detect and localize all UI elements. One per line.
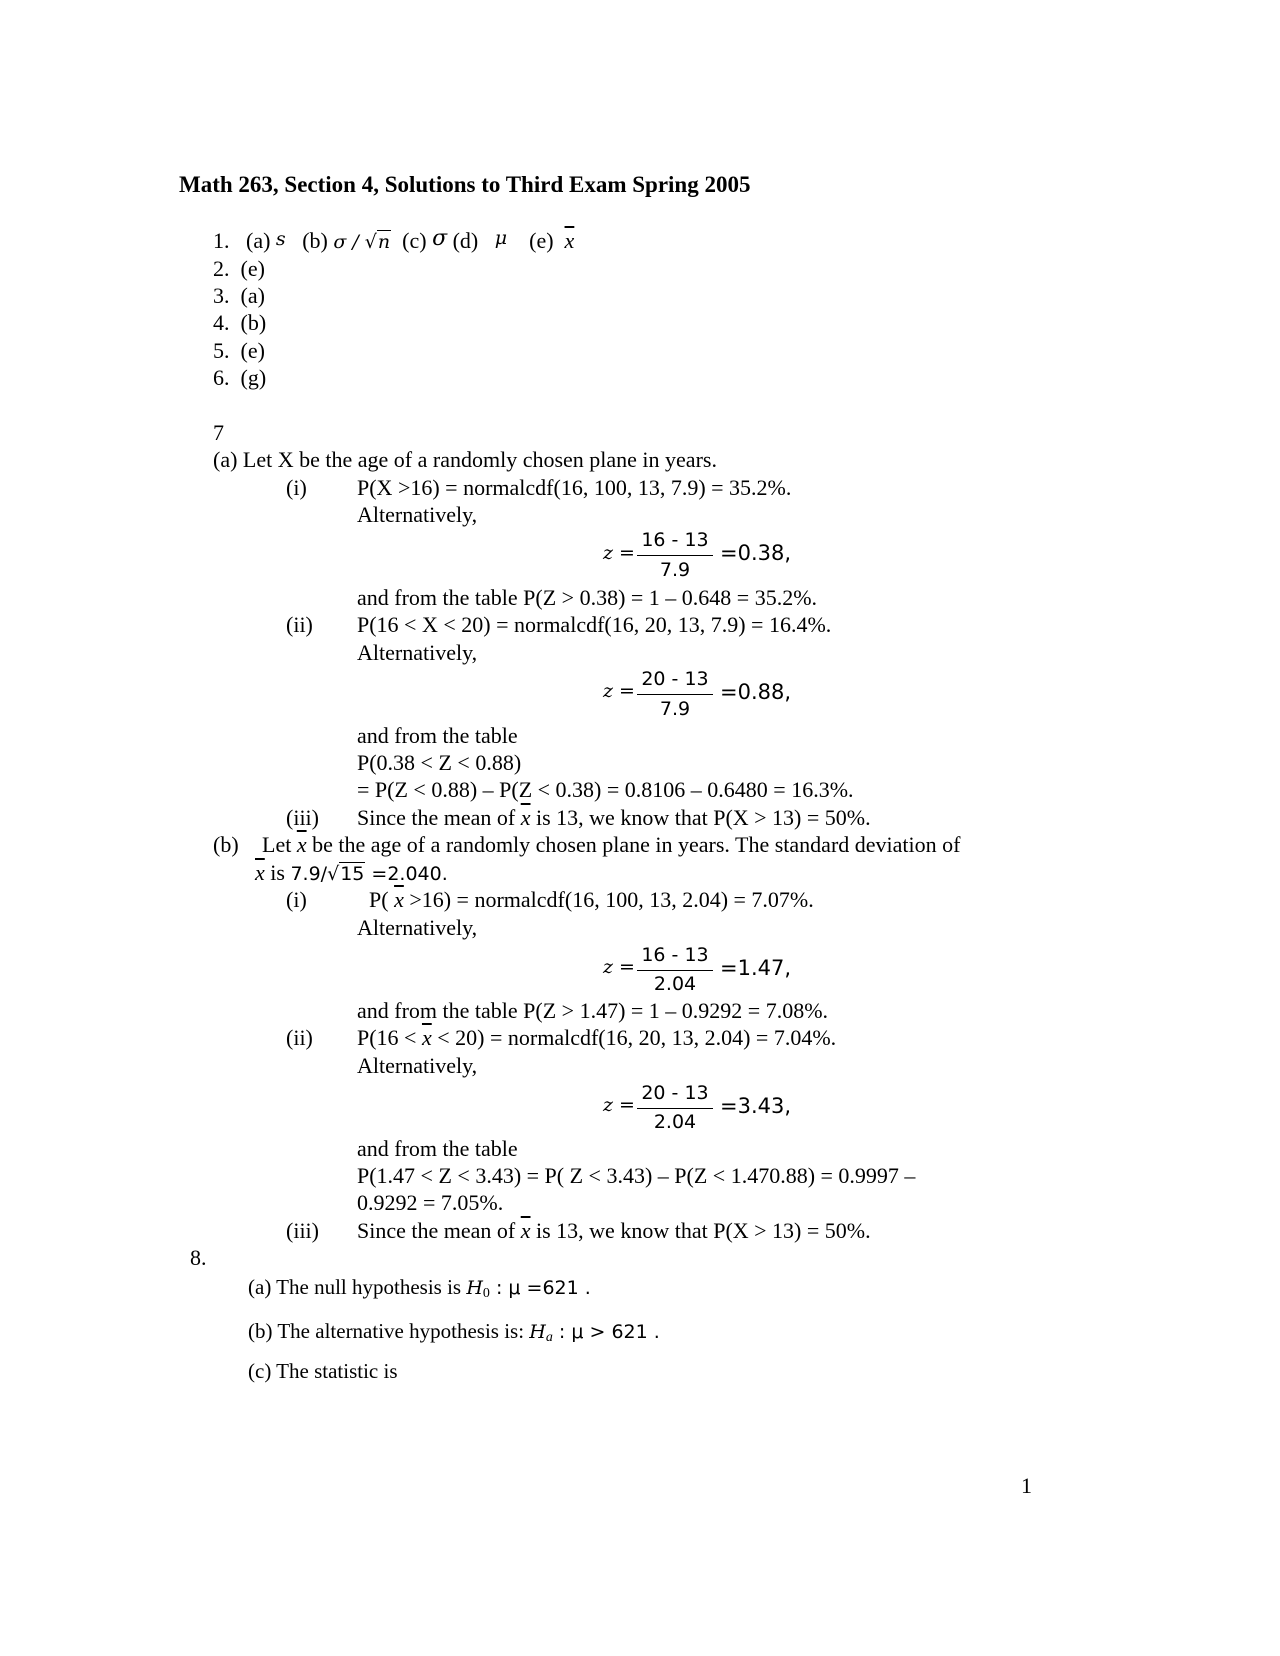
fraction-2: 20 - 13 7.9 <box>637 668 713 718</box>
q7b-intro: Let $\overline{x}$ be the age of a randomly chosen plane in years. The standard deviation of <box>262 832 961 857</box>
q7a-iii-label: (iii) <box>286 805 319 830</box>
q7b-ii-line1: $P(16 < \overline{x} < 20)$ = normalcdf(16, 20, 13, 2.04) = 7.04%. <box>357 1025 837 1050</box>
q7b-i-line2: and from the table P(Z > 1.47) = 1 – 0.9292 = 7.08%. <box>357 998 829 1023</box>
fraction-3-result: =1.47, <box>720 956 792 980</box>
q7b-ii-line2: and from the table <box>357 1136 518 1161</box>
q7b-ii-line4: 0.9292 = 7.05%. <box>357 1190 504 1215</box>
q7a-iii-line: Since the mean of $\overline{x}$ is 13, we know that P(X > 13) = 50%. <box>357 805 871 830</box>
q7b-iii-line: Since the mean of $\overline{x}$ is 13, we know that P(X > 13) = 50%. <box>357 1218 871 1243</box>
q7a-i-line2: and from the table P(Z > 0.38) = 1 – 0.648 = 35.2%. <box>357 585 818 610</box>
mu-symbol: μ <box>494 227 508 249</box>
s-symbol: s <box>275 228 286 250</box>
q7a-ii-line3: P(0.38 < Z < 0.88) <box>357 750 522 775</box>
q7b-i-label: (i) <box>286 887 307 912</box>
mc-answer-5: 5. (e) <box>213 338 265 363</box>
sqrt-icon: √ <box>327 863 340 885</box>
xbar-symbol: $\overline{x}$ <box>564 228 575 253</box>
q8b-line: (b) The alternative hypothesis is: Ha : μ > 621 . <box>248 1319 660 1345</box>
q7a-ii-line1: P(16 < X < 20) = normalcdf(16, 20, 13, 7.9) = 16.4%. <box>357 612 832 637</box>
sigma-symbol: σ <box>432 226 448 251</box>
q7a-i-label: (i) <box>286 475 307 500</box>
fraction-1-result: =0.38, <box>720 541 792 565</box>
z-label: z = <box>603 1094 635 1116</box>
q7b-ii-alt: Alternatively, <box>357 1053 478 1078</box>
q7b-i-line1: P( $\overline{x} >16$) = normalcdf(16, 100, 13, 2.04) = 7.07%. <box>369 887 814 912</box>
q7a-ii-label: (ii) <box>286 612 313 637</box>
q8c-line: (c) The statistic is <box>248 1359 398 1383</box>
q7b-sd-line: $\overline{x}$ is 7.9/√15 =2.040. <box>255 860 448 885</box>
q7a-intro: (a) Let X be the age of a randomly chosen plane in years. <box>213 447 717 472</box>
q7a-ii-line4: = P(Z < 0.88) – P(Z < 0.38) = 0.8106 – 0.6480 = 16.3%. <box>357 777 854 802</box>
page-number: 1 <box>1021 1473 1032 1498</box>
q8-number: 8. <box>190 1245 207 1270</box>
mc-answer-4: 4. (b) <box>213 310 267 335</box>
q7b-i-alt: Alternatively, <box>357 915 478 940</box>
q7a-i-alt: Alternatively, <box>357 502 478 527</box>
z-label: z = <box>603 680 635 702</box>
mc-answer-3: 3. (a) <box>213 283 265 308</box>
q7b-ii-label: (ii) <box>286 1025 313 1050</box>
fraction-3: 16 - 13 2.04 <box>637 944 713 994</box>
page-title: Math 263, Section 4, Solutions to Third Exam Spring 2005 <box>179 172 751 197</box>
q7a-ii-line2: and from the table <box>357 723 518 748</box>
mc-answer-1: 1. (a) s (b) σ / √n (c) σ (d) μ (e) $\overline{x}$ <box>213 226 575 253</box>
fraction-2-result: =0.88, <box>720 680 792 704</box>
q7b-label: (b) <box>213 832 239 857</box>
fraction-1: 16 - 13 7.9 <box>637 529 713 579</box>
z-label: z = <box>603 956 635 978</box>
q7a-i-line1: P(X >16) = normalcdf(16, 100, 13, 7.9) = 35.2%. <box>357 475 792 500</box>
z-label: z = <box>603 542 635 564</box>
q8a-line: (a) The null hypothesis is H0 : μ =621 . <box>248 1275 591 1301</box>
q7a-ii-alt: Alternatively, <box>357 640 478 665</box>
fraction-4: 20 - 13 2.04 <box>637 1082 713 1132</box>
q7b-iii-label: (iii) <box>286 1218 319 1243</box>
q7-number: 7 <box>213 420 224 445</box>
mc-answer-6: 6. (g) <box>213 365 267 390</box>
mc-answer-2: 2. (e) <box>213 256 265 281</box>
q7b-ii-line3: P(1.47 < Z < 3.43) = P( Z < 3.43) – P(Z < 1.470.88) = 0.9997 – <box>357 1163 916 1188</box>
fraction-4-result: =3.43, <box>720 1094 792 1118</box>
sqrt-icon: √ <box>364 231 377 253</box>
